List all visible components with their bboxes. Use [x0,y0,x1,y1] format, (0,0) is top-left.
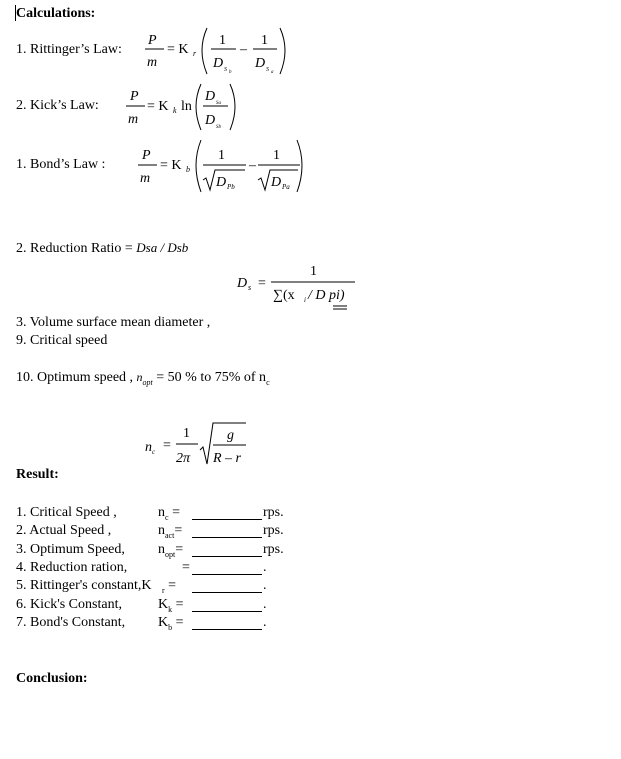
result-symbol-main: K [158,596,169,612]
rittinger-one-b: 1 [261,33,268,48]
rittinger-minus: – [240,42,247,57]
rittinger-eq: = K [167,42,189,57]
critical-lhs: n [145,440,152,455]
result-equals: = [175,541,184,557]
result-row [16,596,267,614]
reduction-ratio-line [16,240,188,257]
kick-label: 2. Kick’s Law: [16,98,99,113]
result-row [16,523,284,541]
result-row [16,541,284,559]
bond-d-a-sub: Pb [227,183,235,191]
bond-minus: – [249,158,256,173]
result-value-blank[interactable] [192,581,262,593]
vsmd-den: ∑(x [273,288,295,303]
result-symbol-main: n [158,541,165,557]
bond-lhs-den: m [140,171,151,186]
bond-lhs-num: P [142,148,151,163]
kick-eq: = K [147,99,169,114]
result-unit: rps. [263,541,284,557]
bond-one-a: 1 [218,148,225,163]
bond-d-a: D [216,175,227,190]
vsmd-formula [236,264,355,309]
conclusion-heading: Conclusion: [16,671,88,686]
vsmd-den-sub: i [304,296,306,304]
kick-const-sub: k [173,106,177,115]
critical-num: 1 [183,426,190,441]
reduction-ratio-expr: Dsa / Dsb [136,240,189,255]
kick-ln: ln [181,99,192,114]
result-row [16,505,284,522]
optimum-sym: n [136,370,143,384]
optimum-rest-sub: c [266,377,270,387]
rittinger-label: 1. Rittinger’s Law: [16,42,122,57]
result-unit: . [263,578,267,594]
optimum-prefix: 10. Optimum speed , [16,370,137,385]
result-symbol-sub: act [165,531,175,541]
result-row [16,578,267,595]
critical-den: 2π [176,451,191,466]
critical-g: g [227,428,234,443]
kick-lhs-num: P [130,89,139,104]
bond-one-b: 1 [273,148,280,163]
result-symbol [158,542,183,559]
result-label: 7. Bond's Constant, [16,614,126,630]
result-value-blank[interactable] [192,545,262,557]
result-value-blank[interactable] [192,563,262,575]
rittinger-d-a-sub: S [224,67,227,73]
result-symbol-sub: r [162,585,165,595]
result-value-blank[interactable] [192,526,262,538]
kick-d-den: D [205,113,216,128]
bond-const-sub: b [186,165,190,174]
result-unit: rps. [263,505,284,520]
critical-eq: = [163,438,171,453]
kick-formula [126,84,235,130]
kick-d-num-sub: Sa [216,101,221,106]
bond-eq: = K [160,158,182,173]
calculations-heading: Calculations: [16,6,96,21]
result-symbol [158,615,184,632]
result-unit: . [263,596,267,612]
result-symbol [182,560,190,577]
result-symbol [158,505,180,522]
result-equals: = [172,614,184,630]
rittinger-lhs-num: P [148,33,157,48]
result-symbol [158,597,184,614]
result-equals: = [182,559,190,575]
kick-lhs-den: m [128,112,139,127]
result-symbol [158,523,182,540]
optimum-rest: = 50 % to 75% of n [152,370,267,385]
vsmd-den-rest: / D pi) [308,288,345,303]
optimum-speed-line [16,370,270,387]
rittinger-d-b: D [255,56,266,71]
optimum-sym-sub: opt [142,377,153,387]
result-label: 5. Rittinger's constant,K [16,578,152,594]
result-symbol-main: n [158,523,165,539]
result-symbol-sub: opt [165,549,176,559]
result-value-blank[interactable] [192,600,262,612]
rittinger-d-a-sub2: b [229,70,232,75]
critical-rr: R – r [213,451,241,466]
result-equals: = [174,523,183,539]
critical-lhs-sub: c [152,448,156,456]
result-label: 1. Critical Speed , [16,505,117,520]
result-symbol-main: n [158,505,165,520]
result-symbol-sub: k [168,604,173,614]
item-9-critical-speed: 9. Critical speed [16,333,108,348]
rittinger-lhs-den: m [147,55,158,70]
kick-d-num: D [205,89,216,104]
result-symbol [162,578,176,595]
result-symbol-main: K [158,614,169,630]
result-symbol-sub: c [165,512,169,522]
item-3-vsmd: 3. Volume surface mean diameter , [16,315,211,330]
critical-speed-formula [145,423,246,466]
result-row [16,614,267,632]
kick-d-den-sub: Sb [216,125,221,130]
result-value-blank[interactable] [192,508,262,520]
bond-label: 1. Bond’s Law : [16,157,106,172]
result-unit: . [263,559,267,575]
result-label: 4. Reduction ration, [16,559,128,575]
result-unit: rps. [263,523,284,539]
vsmd-num: 1 [310,264,317,279]
reduction-ratio-label: 2. Reduction Ratio = [16,241,137,256]
result-equals: = [164,578,177,594]
vsmd-lhs: D [237,276,248,291]
rittinger-one-a: 1 [219,33,226,48]
result-unit: . [263,614,267,630]
vsmd-lhs-sub: s [248,283,252,292]
result-equals: = [168,505,180,520]
result-label: 3. Optimum Speed, [16,541,125,557]
rittinger-d-b-sub: S [266,67,269,73]
result-value-blank[interactable] [192,618,262,630]
bond-d-b-sub: Pa [282,183,290,191]
rittinger-d-a: D [213,56,224,71]
result-heading: Result: [16,467,59,482]
rittinger-formula [145,28,285,75]
result-label: 2. Actual Speed , [16,523,112,539]
result-symbol-sub: b [168,622,173,632]
rittinger-const-sub: r [193,49,197,58]
result-label: 6. Kick's Constant, [16,596,122,612]
bond-formula [138,140,302,192]
rittinger-d-b-sub2: a [271,70,274,75]
result-row [16,559,267,576]
bond-d-b: D [271,175,282,190]
vsmd-eq: = [258,276,266,291]
result-equals: = [172,596,184,612]
